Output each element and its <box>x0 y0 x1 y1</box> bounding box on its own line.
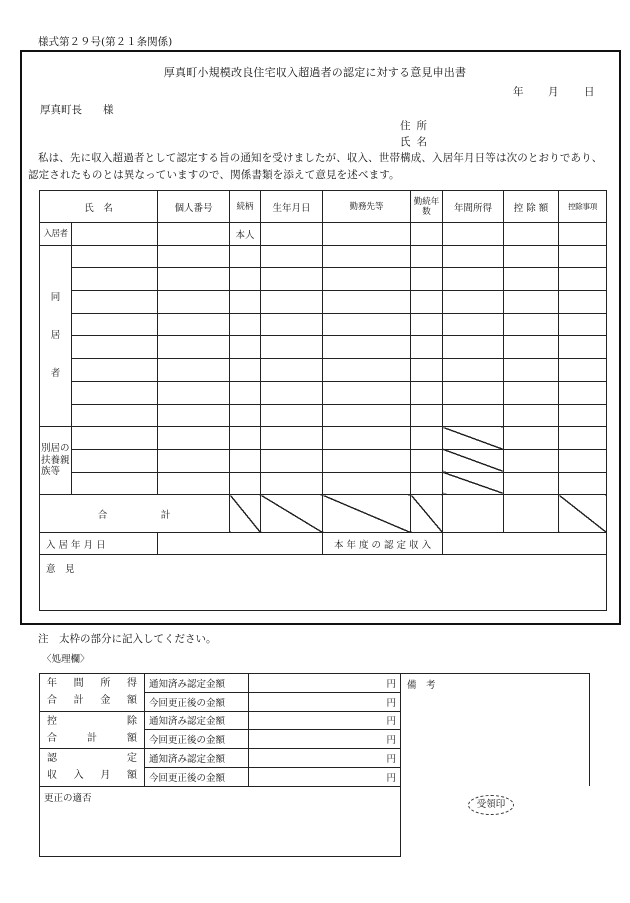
cohabitant-cell[interactable] <box>261 268 323 291</box>
total-struck-cell <box>261 495 323 533</box>
remarks-cell[interactable] <box>401 674 590 787</box>
occupant-deduction-cell[interactable] <box>504 223 559 246</box>
cohabitant-cell[interactable] <box>559 359 607 382</box>
header-name: 氏 名 <box>40 191 158 223</box>
annual-income-total-label <box>40 674 145 712</box>
cohabitant-cell[interactable] <box>261 245 323 268</box>
cohabitant-cell[interactable] <box>72 359 158 382</box>
dependent-income-struck-cell <box>443 472 504 495</box>
header-birth-date: 生年月日 <box>261 191 323 223</box>
dependent-cell[interactable] <box>323 472 411 495</box>
dependent-cell[interactable] <box>323 427 411 450</box>
receipt-seal-mark: 受領印 <box>468 795 514 815</box>
dependent-cell[interactable] <box>559 427 607 450</box>
cohabitant-cell[interactable] <box>158 404 230 427</box>
cohabitant-cell[interactable] <box>323 404 411 427</box>
dependent-cell[interactable] <box>230 449 261 472</box>
form-title: 厚真町小規模改良住宅収入超過者の認定に対する意見申出書 <box>163 66 467 79</box>
cohabitant-cell[interactable] <box>411 359 443 382</box>
cohabitant-cell[interactable] <box>230 381 261 404</box>
occupant-deduction-items-cell[interactable] <box>559 223 607 246</box>
cohabitant-cell[interactable] <box>72 268 158 291</box>
occupant-name-cell[interactable] <box>72 223 158 246</box>
addressee: 厚真町長 様 <box>40 104 114 116</box>
cohabitant-cell[interactable] <box>158 381 230 404</box>
dependent-label: 別居の扶養親族等 <box>40 427 72 495</box>
dependent-cell[interactable] <box>504 427 559 450</box>
dependent-cell[interactable] <box>411 472 443 495</box>
cohabitant-cell[interactable] <box>230 404 261 427</box>
total-struck-cell <box>559 495 607 533</box>
cohabitant-cell[interactable] <box>443 245 504 268</box>
cohabitant-cell[interactable] <box>323 381 411 404</box>
processing-table <box>39 673 590 857</box>
certified-income-cell[interactable] <box>443 533 607 555</box>
cohabitant-cell[interactable] <box>559 336 607 359</box>
cohabitant-cell[interactable] <box>411 381 443 404</box>
cohabitant-cell[interactable] <box>504 313 559 336</box>
cohabitant-cell[interactable] <box>411 336 443 359</box>
cohabitant-cell[interactable] <box>504 291 559 314</box>
header-annual-income: 年間所得 <box>443 191 504 223</box>
cohabitant-cell[interactable] <box>443 268 504 291</box>
cohabitant-label-char: 者 <box>50 367 61 379</box>
move-in-date-cell[interactable] <box>158 533 323 555</box>
cohabitant-cell[interactable] <box>504 268 559 291</box>
amount-cell[interactable] <box>249 692 401 711</box>
dependent-cell[interactable] <box>504 472 559 495</box>
date-year-label: 年 <box>513 86 524 98</box>
cohabitant-cell[interactable] <box>559 313 607 336</box>
cohabitant-cell[interactable] <box>559 268 607 291</box>
occupant-label: 入居者 <box>40 223 72 246</box>
cohabitant-label-char: 居 <box>50 329 61 341</box>
amount-cell[interactable] <box>249 749 401 768</box>
dependent-cell[interactable] <box>504 449 559 472</box>
processing-section-label: 〈処理欄〉 <box>42 654 90 665</box>
label-line: 年間所得 <box>47 678 137 690</box>
cohabitant-cell[interactable] <box>158 291 230 314</box>
cohabitant-cell[interactable] <box>261 313 323 336</box>
revised-amount-label: 今回更正後の金額 <box>145 730 249 749</box>
cohabitant-cell[interactable] <box>72 245 158 268</box>
cohabitant-cell[interactable] <box>559 245 607 268</box>
cohabitant-cell[interactable] <box>323 245 411 268</box>
correction-label: 更正の適否 <box>44 792 92 804</box>
note-text: 注 太枠の部分に記入してください。 <box>38 633 217 645</box>
amount-cell[interactable] <box>249 730 401 749</box>
dependent-cell[interactable] <box>323 449 411 472</box>
yen-unit: 円 <box>386 754 396 766</box>
date-day-label: 日 <box>584 86 595 98</box>
cohabitant-cell[interactable] <box>261 404 323 427</box>
cohabitant-cell[interactable] <box>230 245 261 268</box>
cohabitant-cell[interactable] <box>158 359 230 382</box>
applicant-name-label: 氏名 <box>400 136 433 148</box>
cohabitant-cell[interactable] <box>411 313 443 336</box>
occupant-id-cell[interactable] <box>158 223 230 246</box>
total-deduction-cell[interactable] <box>504 495 559 533</box>
dependent-cell[interactable] <box>261 449 323 472</box>
revised-amount-label: 今回更正後の金額 <box>145 767 249 786</box>
yen-unit: 円 <box>386 716 396 728</box>
cohabitant-cell[interactable] <box>443 291 504 314</box>
cohabitant-cell[interactable] <box>323 291 411 314</box>
header-years-employed: 勤続年数 <box>411 191 443 223</box>
cohabitant-cell[interactable] <box>230 336 261 359</box>
label-line: 認定 <box>47 753 137 765</box>
opinion-cell[interactable] <box>40 555 607 611</box>
cohabitant-cell[interactable] <box>72 291 158 314</box>
cohabitant-cell[interactable] <box>411 245 443 268</box>
cohabitant-cell[interactable] <box>230 313 261 336</box>
certified-income-label: 本 年 度 の 認 定 収 入 <box>323 533 443 555</box>
header-relationship: 続柄 <box>230 191 261 223</box>
dependent-cell[interactable] <box>261 472 323 495</box>
amount-cell[interactable] <box>249 767 401 786</box>
label-line: 合計額 <box>47 732 137 744</box>
dependent-cell[interactable] <box>72 427 158 450</box>
cohabitant-cell[interactable] <box>504 359 559 382</box>
dependent-cell[interactable] <box>158 427 230 450</box>
notified-amount-label: 通知済み認定金額 <box>145 749 249 768</box>
cohabitant-cell[interactable] <box>72 336 158 359</box>
cohabitant-cell[interactable] <box>261 336 323 359</box>
applicant-household-table <box>39 190 607 611</box>
deduction-total-label <box>40 711 145 749</box>
dependent-cell[interactable] <box>411 427 443 450</box>
total-struck-cell <box>323 495 411 533</box>
cohabitant-cell[interactable] <box>323 359 411 382</box>
cohabitant-cell[interactable] <box>323 268 411 291</box>
notified-amount-label: 通知済み認定金額 <box>145 711 249 730</box>
cohabitant-cell[interactable] <box>411 291 443 314</box>
cohabitant-cell[interactable] <box>559 291 607 314</box>
cohabitant-cell[interactable] <box>72 381 158 404</box>
cohabitant-cell[interactable] <box>559 381 607 404</box>
date-month-label: 月 <box>548 86 559 98</box>
cohabitant-cell[interactable] <box>443 404 504 427</box>
dependent-cell[interactable] <box>230 427 261 450</box>
cohabitant-cell[interactable] <box>261 381 323 404</box>
occupant-income-cell[interactable] <box>443 223 504 246</box>
amount-cell[interactable] <box>249 674 401 693</box>
cohabitant-cell[interactable] <box>230 268 261 291</box>
dependent-cell[interactable] <box>72 449 158 472</box>
dependent-income-struck-cell <box>443 427 504 450</box>
header-workplace: 勤務先等 <box>323 191 411 223</box>
cohabitant-cell[interactable] <box>72 313 158 336</box>
total-struck-cell <box>230 495 261 533</box>
occupant-relationship-cell: 本人 <box>230 223 261 246</box>
cohabitant-cell[interactable] <box>443 381 504 404</box>
cohabitant-cell[interactable] <box>411 268 443 291</box>
cohabitant-cell[interactable] <box>261 359 323 382</box>
cohabitant-cell[interactable] <box>504 336 559 359</box>
occupant-years-cell[interactable] <box>411 223 443 246</box>
cohabitant-cell[interactable] <box>504 381 559 404</box>
move-in-date-label: 入 居 年 月 日 <box>40 533 158 555</box>
statement-text: 私は、先に収入超過者として認定する旨の通知を受けましたが、収入、世帯構成、入居年月日等は次のとおりであり、認定されたものとは異なっていますので、関係書類を添えて意見を述べます。 <box>28 152 603 181</box>
cohabitant-cell[interactable] <box>158 313 230 336</box>
amount-cell[interactable] <box>249 711 401 730</box>
header-id-number: 個人番号 <box>158 191 230 223</box>
cohabitant-cell[interactable] <box>443 359 504 382</box>
cohabitant-cell[interactable] <box>323 336 411 359</box>
yen-unit: 円 <box>386 735 396 747</box>
yen-unit: 円 <box>386 697 396 709</box>
cohabitant-cell[interactable] <box>230 291 261 314</box>
occupant-workplace-cell[interactable] <box>323 223 411 246</box>
dependent-cell[interactable] <box>158 449 230 472</box>
dependent-income-struck-cell <box>443 449 504 472</box>
remarks-label: 備 考 <box>407 680 436 691</box>
label-line: 収入月額 <box>47 770 137 782</box>
label-line: 合計金額 <box>47 695 137 707</box>
cohabitant-label-char: 同 <box>50 291 61 303</box>
yen-unit: 円 <box>386 678 396 690</box>
correction-cell[interactable] <box>40 786 401 856</box>
cohabitant-cell[interactable] <box>230 359 261 382</box>
header-deduction-amount: 控 除 額 <box>504 191 559 223</box>
cohabitant-cell[interactable] <box>411 404 443 427</box>
applicant-address-label: 住所 <box>400 120 433 132</box>
cohabitant-cell[interactable] <box>158 336 230 359</box>
cohabitant-cell[interactable] <box>158 245 230 268</box>
total-struck-cell <box>411 495 443 533</box>
cohabitant-cell[interactable] <box>443 313 504 336</box>
header-deduction-items: 控除事項 <box>559 191 607 223</box>
cohabitant-cell[interactable] <box>559 404 607 427</box>
cohabitant-cell[interactable] <box>323 313 411 336</box>
dependent-cell[interactable] <box>261 427 323 450</box>
form-number: 様式第２９号(第２１条関係) <box>38 36 173 48</box>
total-label: 合 計 <box>40 495 230 533</box>
certified-monthly-income-label <box>40 749 145 787</box>
cohabitant-cell[interactable] <box>158 268 230 291</box>
cohabitant-cell[interactable] <box>443 336 504 359</box>
dependent-cell[interactable] <box>230 472 261 495</box>
notified-amount-label: 通知済み認定金額 <box>145 674 249 693</box>
dependent-cell[interactable] <box>411 449 443 472</box>
cohabitant-cell[interactable] <box>504 404 559 427</box>
dependent-cell[interactable] <box>72 472 158 495</box>
total-income-cell[interactable] <box>443 495 504 533</box>
cohabitant-label <box>40 245 72 427</box>
dependent-cell[interactable] <box>559 472 607 495</box>
cohabitant-cell[interactable] <box>72 404 158 427</box>
occupant-birth-cell[interactable] <box>261 223 323 246</box>
cohabitant-cell[interactable] <box>261 291 323 314</box>
cohabitant-cell[interactable] <box>504 245 559 268</box>
yen-unit: 円 <box>386 772 396 784</box>
revised-amount-label: 今回更正後の金額 <box>145 692 249 711</box>
label-line: 控除 <box>47 715 137 727</box>
dependent-cell[interactable] <box>158 472 230 495</box>
dependent-cell[interactable] <box>559 449 607 472</box>
opinion-label: 意 見 <box>46 564 75 576</box>
